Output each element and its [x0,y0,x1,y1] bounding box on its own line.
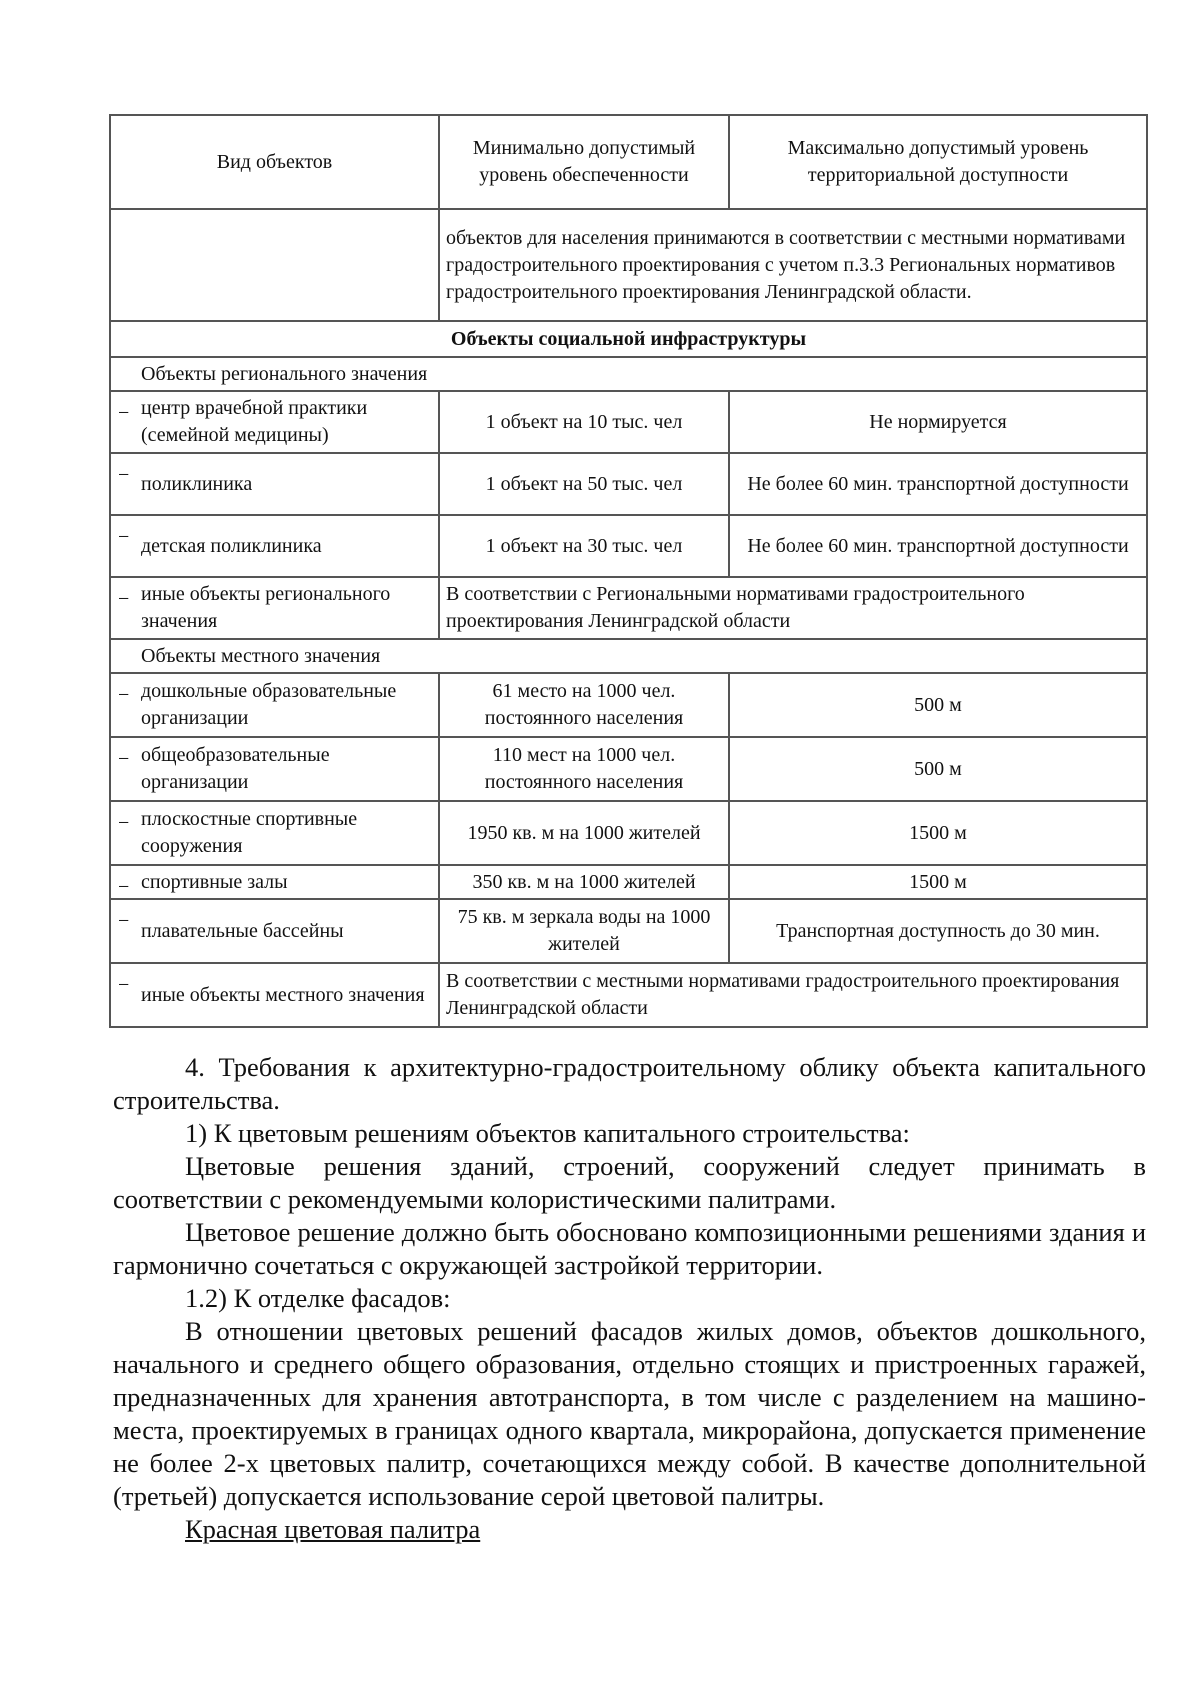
table-row [110,639,1147,673]
object-name: плавательные бассейны [141,919,344,942]
dash-mark: − [118,526,130,548]
paragraph-justification: Цветовое решение должно быть обосновано композиционными решениями здания и гармонично сочетаться с окружающей застройкой территории. [113,1217,1146,1280]
object-name: плоскостные спортивные сооружения [141,808,358,857]
group-label-local: Объекты местного значения [110,639,1147,673]
dash-mark: − [118,748,130,770]
min-provision: 75 кв. м зеркала воды на 1000 жителей [439,899,729,963]
merged-norm: В соответствии с Региональными нормативами градостроительного проектирования Ленинградской области [439,577,1147,639]
norms-table [109,114,1148,1028]
table-row [110,453,1147,515]
min-provision: 110 мест на 1000 чел. постоянного населения [439,737,729,801]
min-provision: 350 кв. м на 1000 жителей [439,865,729,899]
continuation-text: объектов для населения принимаются в соответствии с местными нормативами градостроительного проектирования с учетом п.3.3 Региональных нормативов градостроительного проектирования Ленинградской области. [439,209,1147,321]
min-provision: 1 объект на 30 тыс. чел [439,515,729,577]
min-provision: 61 место на 1000 чел. постоянного населения [439,673,729,737]
table-row [110,209,1147,321]
table-row [110,801,1147,865]
body-text [113,1051,1146,1546]
object-name: детская поликлиника [141,534,322,557]
dash-mark: − [118,876,130,898]
section-title: Объекты социальной инфраструктуры [110,321,1147,357]
dash-mark: − [118,402,130,424]
max-accessibility: 1500 м [729,801,1147,865]
min-provision: 1 объект на 10 тыс. чел [439,391,729,453]
max-accessibility: 500 м [729,737,1147,801]
paragraph-colors-heading: 1) К цветовым решениям объектов капитального строительства: [185,1118,910,1148]
empty-cell [110,209,439,321]
table-row [110,321,1147,357]
paragraph-facades-heading: 1.2) К отделке фасадов: [185,1283,451,1313]
object-name: дошкольные образовательные организации [141,680,397,729]
paragraph-facades: В отношении цветовых решений фасадов жилых домов, объектов дошкольного, начального и среднего общего образования, отдельно стоящих и пристроенных гаражей, предназначенных для хранения автотранспорта, в том числе с разделением на машино-места, проектируемых в границах одного квартала, микрорайона, допускается применение не более 2-х цветовых палитр, сочетающихся между собой. В качестве дополнительной (третьей) допускается использование серой цветовой палитры. [113,1316,1146,1511]
group-label-regional: Объекты регионального значения [110,357,1147,391]
red-palette-heading: Красная цветовая палитра [185,1514,481,1544]
header-max-accessibility: Максимально допустимый уровень территориальной доступности [729,115,1147,209]
dash-mark: − [118,910,130,932]
table-row [110,391,1147,453]
max-accessibility: Не нормируется [729,391,1147,453]
object-name: спортивные залы [141,870,288,893]
header-object-type: Вид объектов [110,115,439,209]
paragraph-colors: Цветовые решения зданий, строений, сооружений следует принимать в соответствии с рекомендуемыми колористическими палитрами. [113,1151,1146,1214]
table-row [110,865,1147,899]
dash-mark: − [118,588,130,610]
table-row [110,899,1147,963]
dash-mark: − [118,812,130,834]
object-name: общеобразовательные организации [141,744,330,793]
object-name: поликлиника [141,472,253,495]
max-accessibility: Транспортная доступность до 30 мин. [729,899,1147,963]
dash-mark: − [118,684,130,706]
table-row [110,963,1147,1027]
paragraph-section-4: 4. Требования к архитектурно-градостроительному облику объекта капитального строительства. [113,1052,1146,1115]
dash-mark: − [118,464,130,486]
table-row [110,673,1147,737]
max-accessibility: 500 м [729,673,1147,737]
merged-norm: В соответствии с местными нормативами градостроительного проектирования Ленинградской области [439,963,1147,1027]
max-accessibility: 1500 м [729,865,1147,899]
object-name: иные объекты регионального значения [141,583,391,632]
table-row [110,357,1147,391]
max-accessibility: Не более 60 мин. транспортной доступности [729,515,1147,577]
header-min-provision: Минимально допустимый уровень обеспеченности [439,115,729,209]
min-provision: 1950 кв. м на 1000 жителей [439,801,729,865]
dash-mark: − [118,974,130,996]
table-row [110,577,1147,639]
table-row [110,737,1147,801]
table-header-row [110,115,1147,209]
table-row [110,515,1147,577]
object-name: центр врачебной практики (семейной медицины) [141,397,368,446]
object-name: иные объекты местного значения [141,983,425,1006]
min-provision: 1 объект на 50 тыс. чел [439,453,729,515]
max-accessibility: Не более 60 мин. транспортной доступности [729,453,1147,515]
